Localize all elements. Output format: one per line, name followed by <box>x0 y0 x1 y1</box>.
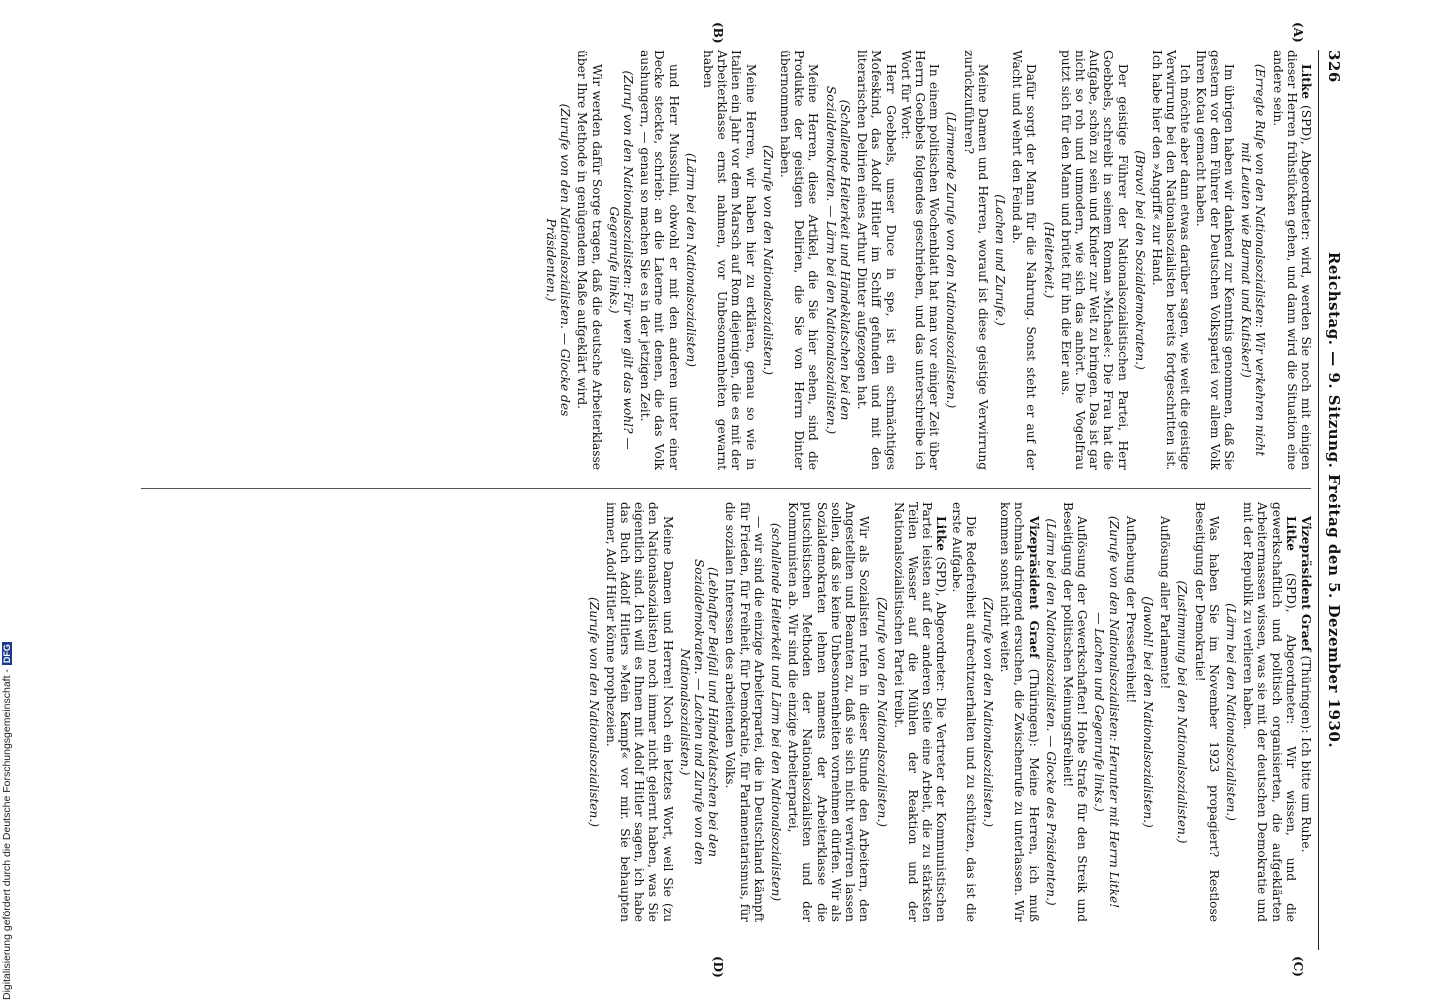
speaker-name: Vizepräsident Graef <box>1299 516 1313 652</box>
interjection-text: (Zurufe von den Nationalsozialisten: Herunter mit Herrn Litke! — Lachen und Gegenrufe links.) <box>1092 515 1121 909</box>
text-paragraph <box>855 50 898 470</box>
interjection-text: (Zuruf von den Nationalsozialisten: Für wen gilt das wohl? — Gegenrufe links.) <box>606 70 636 450</box>
right-column <box>583 502 1313 922</box>
interjection <box>993 62 1007 458</box>
paragraph-text: Was haben Sie im November 1923 propagiert? Restlose Beseitigung der Demokratie! <box>1192 502 1221 922</box>
text-paragraph <box>1193 50 1236 470</box>
paragraph-text: Auflösung der Gewerkschaften! Hohe Strafe für den Streik und Beseitigung der politischen Meinungsfreiheit! <box>1060 502 1090 922</box>
paragraph-text: (SPD), Abgeordneter: Wir wissen, und die gewerkschaftlich und politisch organisierten, die aufgeklärten Arbeitermassen wissen, was sie mit der deutschen Demokratie und mit der Republik zu verlieren haben. <box>1241 502 1298 923</box>
interjection <box>1041 62 1055 458</box>
interjection <box>944 62 958 458</box>
paragraph-text: Dafür sorgt der Mann für die Nahrung. Sonst steht er auf der Wacht und wehrt den Feind ab. <box>1010 50 1039 470</box>
paragraph-text: (Thüringen): Meine Herren, ich muß nochmals dringend ersuchen, die Zwischenrufe zu unterlassen. Wir kommen sonst nicht weiter. <box>998 502 1041 922</box>
interjection <box>684 62 698 458</box>
interjection <box>769 514 783 910</box>
interjection-text: (Zurufe von den Nationalsozialisten.) <box>586 597 601 827</box>
text-paragraph <box>1192 502 1220 922</box>
interjection-text: (Lachen und Zurufe.) <box>992 194 1007 326</box>
paragraph-text: Meine Damen und Herren, worauf ist diese geistige Verwirrung zurückzuführen? <box>961 50 990 470</box>
text-paragraph <box>778 50 821 470</box>
paragraph-text: Die Redefreiheit aufrechtzuerhalten und zu schützen, das ist die erste Aufgabe. <box>949 502 978 922</box>
text-paragraph <box>899 50 942 470</box>
paragraph-text: Wir als Sozialisten rufen in dieser Stunde den Arbeitern, den Angestellten und Beamten zu, daß sie sich nicht verwirren lassen sollen, daß sie keine Unbesonnenheiten vornehmen dürfen. Wir als Sozialdemokraten lehnen namens der Arbeiterklasse die putschistischen Methoden der Nationalsozialisten und der Kommunisten ab. Wir sind die einzige Arbeiterpartei, <box>786 502 872 922</box>
text-paragraph <box>1124 502 1138 922</box>
interjection <box>678 514 721 910</box>
paragraph-text: Im übrigen haben wir dankend zur Kenntnis genommen, daß Sie gestern vor dem Führer der Deutschen Volkspartei vor allem Volk Ihren Kotau gemacht haben. <box>1193 50 1236 470</box>
paragraph-text: Herr Goebbels, unser Duce in spe, ist ein schmächtiges Mofeskind, das Adolf Hitler im Schiff gefunden und mit den literarischen Delirien eines Arthur Dinter aufgezogen hat. <box>855 50 898 470</box>
margin-marker-b: (B) <box>711 22 725 44</box>
text-paragraph <box>604 502 675 922</box>
interjection-text: (Lärm bei den Nationalsozialisten.) <box>1223 603 1238 821</box>
rotated-page <box>115 22 1345 978</box>
paragraph-text: Meine Damen und Herren! Noch ein letztes Wort, weil Sie (zu den Nationalsozialisten) noch immer nicht gelernt haben, was Sie eigentlich sind. Ich will es Ihnen mit Adolf Hitler sagen, ich habe das Buch Adolf Hitlers »Mein Kampf« vor mir. Sie behaupten immer, Adolf Hitler könne prophezeien. <box>603 502 675 922</box>
paragraph-text: Der geistige Führer der Nationalsozialistischen Partei, Herr Goebbels, schreibt in seinem Roman »Michael«: Die Frau hat die Aufgabe, schön zu sein und Kinder zur Welt zu bringen. Das ist gar nicht so roh und unmodern, wie sich das anhört. Die Vogelfrau putzt sich für den Mann und brütet für ihn die Eier aus. <box>1058 50 1130 470</box>
text-paragraph <box>786 502 871 922</box>
text-paragraph <box>1061 502 1089 922</box>
paragraph-text: Ich möchte aber dann etwas darüber sagen, wie weit die geistige Verwirrung bei den Nationalsozialisten bereits fortgeschritten ist. Ich habe hier den »Angriff« zur Hand. <box>1149 50 1193 470</box>
left-column <box>541 50 1313 470</box>
text-paragraph <box>1150 50 1193 470</box>
interjection-text: (Bravo! bei den Sozialdemokraten.) <box>1132 150 1147 370</box>
paragraph-text: (Thüringen): Ich bitte um Ruhe. <box>1299 655 1313 853</box>
text-paragraph <box>949 502 977 922</box>
interjection <box>1133 62 1147 458</box>
margin-marker-c: (C) <box>1291 956 1305 977</box>
paragraph-text: Auflösung aller Parlamente! <box>1158 516 1173 690</box>
interjection-text: (Lärmende Zurufe von den Nationalsozialisten.) <box>944 111 959 409</box>
interjection <box>1239 62 1267 458</box>
interjection <box>1175 514 1189 910</box>
interjection-text: (Lärm bei den Nationalsozialisten. — Glocke des Präsidenten.) <box>1043 518 1058 906</box>
interjection <box>981 514 995 910</box>
paragraph-text: — wir sind die einzige Arbeiterpartei, die in Deutschland kämpft für Frieden, für Freiheit, für Demokratie, für Parlamentarismus, für die sozialen Interessen des arbeitenden Volks. <box>723 502 766 922</box>
interjection <box>761 62 775 458</box>
interjection <box>607 62 635 458</box>
paragraph-text: Meine Herren, wir haben hier zu erklären, genau so wie in Italien ein Jahr vor dem Marsch auf Rom diejenigen, die es mit der Arbeiterklasse ernst nahmen, vor Unbesonnenheiten gewarnt haben <box>701 50 758 470</box>
speaker-name: Litke <box>1299 64 1313 100</box>
credit-text: Digitalisierung gefördert durch die Deutsche Forschungsgemeinschaft - <box>1 669 13 1000</box>
paragraph-text: Meine Herren, diese Artikel, die Sie hier sehen, sind die Produkte der geistigen Delirien, die Sie von Herrn Dinter übernommen haben. <box>778 50 821 470</box>
page-header <box>1319 50 1345 950</box>
speech-paragraph <box>1059 50 1130 470</box>
interjection <box>1044 514 1058 910</box>
margin-marker-d: (D) <box>711 956 725 978</box>
interjection <box>1092 514 1120 910</box>
interjection-text: (Erregte Rufe von den Nationalsozialisten: Wir verkehren nicht mit Leuten wie Barmat und Kutisker!) <box>1239 63 1268 457</box>
interjection-text: (Schallende Heiterkeit und Händeklatschen bei den Sozialdemokraten. — Lärm bei den Nationalsozialisten.) <box>823 85 852 435</box>
interjection-text: (Zustimmung bei den Nationalsozialisten.) <box>1175 580 1190 844</box>
column-divider <box>141 488 1311 489</box>
interjection <box>874 514 888 910</box>
digitization-credit <box>1 642 13 1000</box>
interjection-text: (Lärm bei den Nationalsozialisten) <box>683 153 698 367</box>
paragraph-text: In einem politischen Wochenblatt hat man vor einiger Zeit über Herrn Goebbels folgendes geschrieben, und das unterschreibe ich Wort für Wort: <box>898 50 942 470</box>
page-number: 326 <box>1325 50 1343 83</box>
interjection-text: (schallende Heiterkeit und Lärm bei den Nationalsozialisten) <box>769 522 784 902</box>
paragraph-text: und Herr Mussolini, obwohl er mit den anderen unter einer Decke steckte, schrieb: an die Laterne mit denen, die das Volk aushungern, — genau so machen Sie es in der jetzigen Zeit. <box>638 50 681 470</box>
text-paragraph <box>575 50 603 470</box>
paragraph-text: (SPD), Abgeordneter: wird, werden Sie noch mit einigen dieser Herren frühstücken gehen, und dann wird die Situation eine andere sein. <box>1270 50 1313 471</box>
interjection <box>544 62 572 458</box>
interjection-text: (Heiterkeit.) <box>1041 221 1056 299</box>
speaker-name: Litke <box>1283 516 1298 552</box>
interjection-text: (Jawohl! bei den Nationalsozialisten.) <box>1140 596 1155 828</box>
text-paragraph <box>1158 502 1172 922</box>
interjection-text: (Zurufe von den Nationalsozialisten.) <box>874 597 889 827</box>
interjection <box>824 62 852 458</box>
interjection <box>1224 514 1238 910</box>
margin-marker-a: (A) <box>1291 22 1305 43</box>
speech-paragraph <box>1241 502 1298 922</box>
running-title: Reichstag. — 9. Sitzung. Freitag den 5. Dezember 1930. <box>1325 251 1343 749</box>
interjection-text: (Zurufe von den Nationalsozialisten. — Glocke des Präsidenten.) <box>544 103 573 417</box>
text-paragraph <box>1010 50 1038 470</box>
speaker-name: Litke <box>934 516 949 552</box>
interjection <box>586 514 600 910</box>
speech-paragraph <box>1299 502 1313 922</box>
text-paragraph <box>638 50 681 470</box>
header-rule <box>1318 50 1319 950</box>
speech-paragraph <box>892 502 949 922</box>
text-paragraph <box>701 50 758 470</box>
paragraph-text: Aufhebung der Pressefreiheit! <box>1123 516 1138 704</box>
interjection-text: (Lebhafter Beifall und Händeklatschen bei den Sozialdemokraten. — Lachen und Zurufe von den Nationalsozialisten.) <box>677 558 721 866</box>
paragraph-text: (SPD), Abgeordneter: Die Vertreter der Kommunistischen Partei leisten auf der anderen Seite eine Arbeit, die zu stärksten Teilen Wasser auf die Mühlen der Reaktion und der Nationalsozialistischen Partei treibt. <box>891 502 949 923</box>
speaker-name: Vizepräsident Graef <box>1026 516 1041 659</box>
text-paragraph <box>723 502 766 922</box>
text-paragraph <box>961 50 989 470</box>
interjection-text: (Zurufe von den Nationalsozialisten.) <box>760 145 775 375</box>
dfg-logo: DFG <box>2 644 12 664</box>
interjection <box>1141 514 1155 910</box>
speech-paragraph <box>998 502 1041 922</box>
speech-paragraph <box>1270 50 1313 470</box>
interjection-text: (Zurufe von den Nationalsozialisten.) <box>980 597 995 827</box>
paragraph-text: Wir werden dafür Sorge tragen, daß die deutsche Arbeiterklasse über Ihre Methode in genügendem Maße aufgeklärt wird. <box>575 50 604 470</box>
